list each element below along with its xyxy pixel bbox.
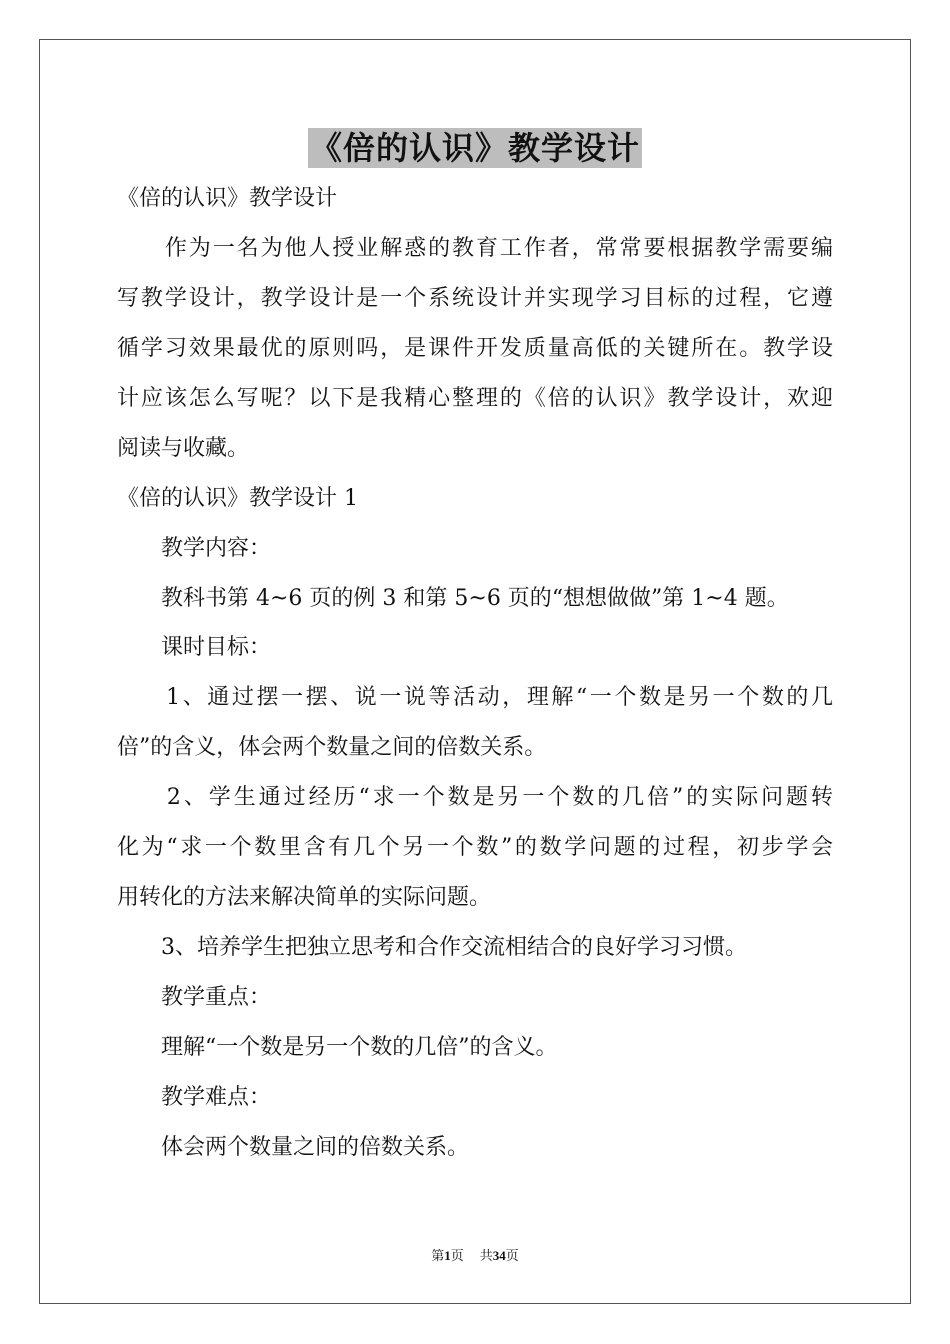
goal2-line-1: 2、学生通过经历“求一个数是另一个数的几倍”的实际问题转 [117,785,833,810]
goal-label: 课时目标： [117,635,272,660]
footer-total-prefix: 共 [479,1248,493,1263]
footer-page-suffix: 页 [450,1248,464,1263]
intro-line-5: 阅读与收藏。 [117,436,250,461]
goal2-line-3: 用转化的方法来解决简单的实际问题。 [117,885,492,910]
intro-line-4: 计应该怎么写呢？以下是我精心整理的《倍的认识》教学设计，欢迎 [117,386,833,411]
key-text: 理解“一个数是另一个数的几倍”的含义。 [117,1035,558,1060]
content-label: 教学内容： [117,536,272,561]
difficulty-label: 教学难点： [117,1085,272,1110]
page-footer [0,1248,950,1264]
footer-total-number: 34 [492,1248,506,1263]
goal3-line: 3、培养学生把独立思考和合作交流相结合的良好学习习惯。 [117,935,747,960]
difficulty-text: 体会两个数量之间的倍数关系。 [117,1135,470,1160]
goal1-line-2: 倍”的含义，体会两个数量之间的倍数关系。 [117,735,547,760]
content-text: 教科书第 4~6 页的例 3 和第 5~6 页的“想想做做”第 1~4 题。 [117,586,789,611]
page-border [39,39,911,1304]
intro-line-2: 写教学设计，教学设计是一个系统设计并实现学习目标的过程，它遵 [117,286,833,311]
subtitle: 《倍的认识》教学设计 [117,186,338,211]
intro-line-1: 作为一名为他人授业解惑的教育工作者，常常要根据教学需要编 [117,236,833,261]
intro-line-3: 循学习效果最优的原则吗，是课件开发质量高低的关键所在。教学设 [117,336,833,361]
footer-total-suffix: 页 [505,1248,519,1263]
section-heading: 《倍的认识》教学设计 1 [117,486,358,511]
goal2-line-2: 化为“求一个数里含有几个另一个数”的数学问题的过程，初步学会 [117,835,833,860]
footer-page-number: 1 [444,1248,451,1263]
title-block [0,128,950,168]
key-label: 教学重点： [117,985,272,1010]
footer-page-prefix: 第 [431,1248,445,1263]
goal1-line-1: 1、通过摆一摆、说一说等活动，理解“一个数是另一个数的几 [117,685,833,710]
document-title: 《倍的认识》教学设计 [309,129,640,167]
